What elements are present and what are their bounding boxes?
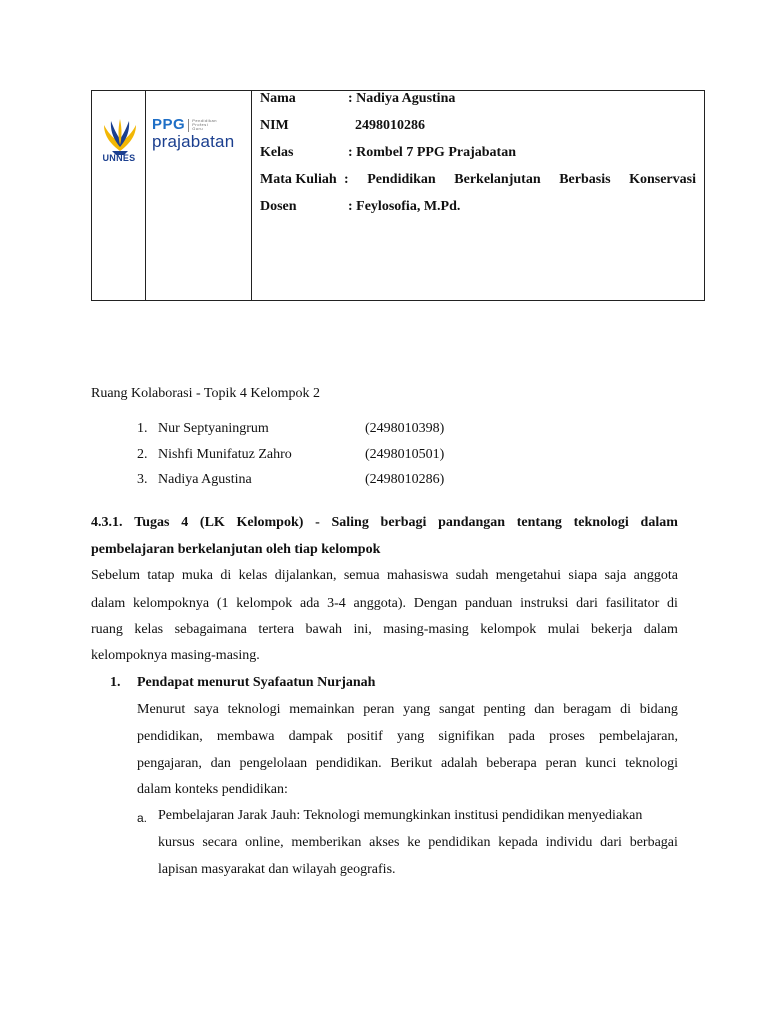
info-value: : Feylosofia, M.Pd. <box>348 199 461 214</box>
info-label: Nama <box>260 91 296 106</box>
unnes-logo-cell <box>92 91 146 300</box>
list-item-number: 2. <box>137 447 148 462</box>
member-id: (2498010398) <box>365 421 445 436</box>
info-label: NIM <box>260 118 289 133</box>
info-row-nim <box>260 118 696 138</box>
identity-info-cell <box>252 91 704 300</box>
info-value: : Rombel 7 PPG Prajabatan <box>348 145 516 160</box>
task-heading-line-2: pembelajaran berkelanjutan oleh tiap kelompok <box>91 542 381 557</box>
info-row-dosen <box>260 199 696 219</box>
ppg-prajabatan-logo <box>152 117 248 157</box>
intro-line-3: ruang kelas sebagaimana tertera bawah ini, masing-masing kelompok mulai bekerja dalam <box>91 622 678 637</box>
item-a-line-2: kursus secara online, memberikan akses ke pendidikan kepada individu dari berbagai <box>158 835 678 850</box>
info-row-nama <box>260 91 696 111</box>
intro-line-1: Sebelum tatap muka di kelas dijalankan, semua mahasiswa sudah mengetahui siapa saja anggota <box>91 568 678 583</box>
item-a-line-1: Pembelajaran Jarak Jauh: Teknologi memungkinkan institusi pendidikan menyediakan <box>158 808 643 823</box>
room-title: Ruang Kolaborasi - Topik 4 Kelompok 2 <box>91 386 320 401</box>
opinion-line-2: pendidikan, membawa dampak positif yang signifikan pada proses pembelajaran, <box>137 729 678 744</box>
list-item-marker: a. <box>137 811 148 825</box>
opinion-line-3: pengajaran, dan pengelolaan pendidikan. Berikut adalah beberapa peran kunci teknologi <box>137 756 678 771</box>
prajabatan-wordmark: prajabatan <box>152 132 235 151</box>
ppg-subtext: Pendidikan Profesi Guru <box>192 118 217 131</box>
member-name: Nishfi Munifatuz Zahro <box>158 447 292 462</box>
member-name: Nadiya Agustina <box>158 472 252 487</box>
list-item-number: 3. <box>137 472 148 487</box>
member-id: (2498010501) <box>365 447 445 462</box>
info-row-kelas <box>260 145 696 165</box>
item-a-line-3: lapisan masyarakat dan wilayah geografis. <box>158 862 396 877</box>
info-value: : Nadiya Agustina <box>348 91 456 106</box>
member-id: (2498010286) <box>365 472 445 487</box>
info-value: : Pendidikan Berkelanjutan Berbasis Konservasi <box>344 172 696 187</box>
ppg-logo-cell <box>146 91 252 300</box>
info-value: 2498010286 <box>348 118 425 133</box>
task-heading-line-1: 4.3.1. Tugas 4 (LK Kelompok) - Saling berbagi pandangan tentang teknologi dalam <box>91 515 678 530</box>
member-name: Nur Septyaningrum <box>158 421 269 436</box>
unnes-wordmark: UNNES <box>102 153 136 163</box>
info-label: Dosen <box>260 199 297 214</box>
info-label: Kelas <box>260 145 294 160</box>
info-row-mata-kuliah <box>260 172 696 192</box>
identity-table <box>91 90 705 301</box>
ppg-wordmark: PPG <box>152 116 186 133</box>
section-number: 1. <box>110 675 121 690</box>
intro-line-4: kelompoknya masing-masing. <box>91 648 260 663</box>
list-item-number: 1. <box>137 421 148 436</box>
ppg-divider <box>188 119 189 132</box>
opinion-line-1: Menurut saya teknologi memainkan peran yang sangat penting dan beragam di bidang <box>137 702 678 717</box>
intro-line-2: dalam kelompoknya (1 kelompok ada 3-4 anggota). Dengan panduan instruksi dari fasilitator di <box>91 596 678 611</box>
opinion-line-4: dalam konteks pendidikan: <box>137 782 288 797</box>
info-label: Mata Kuliah <box>260 172 337 187</box>
section-heading: Pendapat menurut Syafaatun Nurjanah <box>137 675 376 690</box>
